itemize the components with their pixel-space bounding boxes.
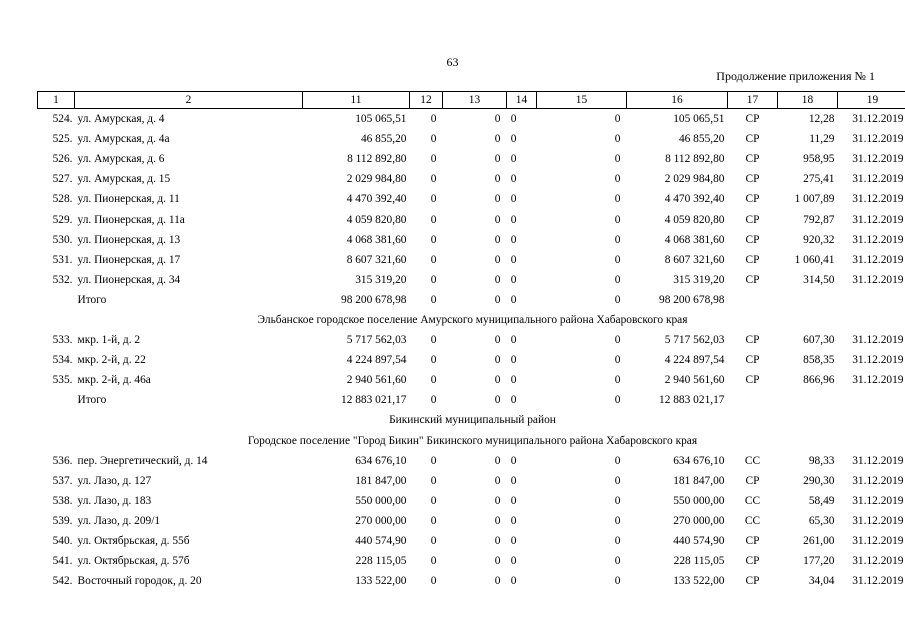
row-number: 540. <box>52 535 73 548</box>
address-cell: ул. Пионерская, д. 34 <box>77 273 181 286</box>
row-number: 534. <box>52 354 73 367</box>
address-cell: ул. Лазо, д. 209/1 <box>77 514 161 527</box>
column-header: 15 <box>537 92 627 109</box>
method-cell: СР <box>745 113 760 126</box>
value-cell: 0 <box>510 354 517 367</box>
page-number: 63 <box>446 55 459 69</box>
column-header: 16 <box>627 92 728 109</box>
row-number: 530. <box>52 233 73 246</box>
value-cell: 0 <box>430 334 437 347</box>
value-cell: 0 <box>614 555 621 568</box>
section-row <box>38 310 905 330</box>
value-cell: 0 <box>494 394 501 407</box>
cost-cell: 550 000,00 <box>673 494 725 507</box>
method-cell: СР <box>745 535 760 548</box>
table-row <box>38 471 905 491</box>
table-row <box>38 551 905 571</box>
row-number: 542. <box>52 575 73 588</box>
cost-cell: 8 607 321,60 <box>346 253 407 266</box>
cost-cell: 133 522,00 <box>673 575 725 588</box>
value-cell: 0 <box>614 575 621 588</box>
value-cell: 0 <box>510 374 517 387</box>
date-cell: 31.12.2019 <box>852 474 904 487</box>
value-cell: 0 <box>614 494 621 507</box>
cost-cell: 105 065,51 <box>673 113 725 126</box>
address-cell: ул. Лазо, д. 127 <box>77 474 152 487</box>
date-cell: 31.12.2019 <box>852 334 904 347</box>
section-row <box>38 410 905 430</box>
table-row <box>38 270 905 290</box>
address-cell: ул. Амурская, д. 15 <box>77 173 171 186</box>
table-row <box>38 350 905 370</box>
cost-cell: 4 059 820,80 <box>664 213 725 226</box>
value-cell: 0 <box>494 113 501 126</box>
value-cell: 0 <box>494 575 501 588</box>
method-cell: СР <box>745 374 760 387</box>
specific-cost-cell <box>778 390 838 410</box>
register-table <box>37 91 905 591</box>
value-cell: 0 <box>494 173 501 186</box>
value-cell: 0 <box>510 454 517 467</box>
cost-cell: 228 115,05 <box>355 555 407 568</box>
row-number: 526. <box>52 153 73 166</box>
specific-cost-cell: 792,87 <box>803 213 835 226</box>
cost-cell: 4 068 381,60 <box>664 233 725 246</box>
method-cell: СР <box>745 354 760 367</box>
cost-cell: 550 000,00 <box>355 494 407 507</box>
value-cell: 0 <box>430 474 437 487</box>
value-cell: 0 <box>510 233 517 246</box>
table-body <box>38 109 905 592</box>
row-number <box>38 390 75 410</box>
cost-cell: 440 574,90 <box>355 535 407 548</box>
address-cell: ул. Пионерская, д. 13 <box>77 233 181 246</box>
value-cell: 0 <box>614 233 621 246</box>
value-cell: 0 <box>430 253 437 266</box>
specific-cost-cell <box>778 290 838 310</box>
address-cell: ул. Амурская, д. 6 <box>77 153 165 166</box>
cost-cell: 440 574,90 <box>673 535 725 548</box>
table-row <box>38 149 905 169</box>
date-cell: 31.12.2019 <box>852 514 904 527</box>
cost-cell: 2 029 984,80 <box>346 173 407 186</box>
method-cell: СР <box>745 555 760 568</box>
value-cell: 0 <box>494 354 501 367</box>
date-cell: 31.12.2019 <box>852 454 904 467</box>
method-cell <box>728 290 778 310</box>
date-cell <box>838 390 905 410</box>
value-cell: 0 <box>510 394 517 407</box>
method-cell: СР <box>745 233 760 246</box>
value-cell: 0 <box>614 153 621 166</box>
value-cell: 0 <box>614 374 621 387</box>
value-cell: 0 <box>494 454 501 467</box>
address-cell: ул. Пионерская, д. 11 <box>77 193 180 206</box>
date-cell: 31.12.2019 <box>852 233 904 246</box>
address-cell: мкр. 2-й, д. 46а <box>77 374 151 387</box>
value-cell: 0 <box>494 213 501 226</box>
cost-cell: 634 676,10 <box>355 454 407 467</box>
table-row <box>38 491 905 511</box>
specific-cost-cell: 314,50 <box>803 273 835 286</box>
row-number: 533. <box>52 334 73 347</box>
cost-cell: 12 883 021,17 <box>659 394 725 407</box>
column-header: 11 <box>303 92 410 109</box>
value-cell: 0 <box>614 193 621 206</box>
row-number: 532. <box>52 273 73 286</box>
date-cell: 31.12.2019 <box>852 535 904 548</box>
row-number <box>38 290 75 310</box>
value-cell: 0 <box>494 273 501 286</box>
value-cell: 0 <box>510 535 517 548</box>
value-cell: 0 <box>510 193 517 206</box>
value-cell: 0 <box>614 474 621 487</box>
cost-cell: 133 522,00 <box>355 575 407 588</box>
value-cell: 0 <box>494 293 501 306</box>
value-cell: 0 <box>430 273 437 286</box>
value-cell: 0 <box>494 133 501 146</box>
cost-cell: 46 855,20 <box>678 133 725 146</box>
value-cell: 0 <box>494 233 501 246</box>
address-cell: мкр. 1-й, д. 2 <box>77 334 141 347</box>
specific-cost-cell: 11,29 <box>809 133 835 146</box>
address-cell: Итого <box>77 394 107 407</box>
value-cell: 0 <box>494 514 501 527</box>
value-cell: 0 <box>614 273 621 286</box>
row-number: 531. <box>52 253 73 266</box>
cost-cell: 228 115,05 <box>673 555 725 568</box>
column-header: 17 <box>728 92 778 109</box>
value-cell: 0 <box>494 374 501 387</box>
specific-cost-cell: 12,28 <box>808 113 835 126</box>
specific-cost-cell: 290,30 <box>803 474 835 487</box>
section-title: Городское поселение "Город Бикин" Бикинского муниципального района Хабаровского края <box>247 434 698 447</box>
total-row <box>38 290 905 310</box>
column-header: 14 <box>507 92 537 109</box>
value-cell: 0 <box>510 575 517 588</box>
cost-cell: 2 029 984,80 <box>664 173 725 186</box>
value-cell: 0 <box>510 133 517 146</box>
table-row <box>38 370 905 390</box>
cost-cell: 270 000,00 <box>673 514 725 527</box>
method-cell: СР <box>745 193 760 206</box>
cost-cell: 4 224 897,54 <box>346 354 407 367</box>
value-cell: 0 <box>614 253 621 266</box>
row-number: 527. <box>52 173 73 186</box>
row-number: 539. <box>52 514 73 527</box>
cost-cell: 4 059 820,80 <box>346 213 407 226</box>
continuation-label: Продолжение приложения № 1 <box>716 69 875 83</box>
method-cell: СС <box>744 514 761 527</box>
value-cell: 0 <box>510 334 517 347</box>
column-header: 12 <box>410 92 443 109</box>
method-cell: СР <box>745 213 760 226</box>
section-title: Бикинский муниципальный район <box>389 414 556 427</box>
specific-cost-cell: 261,00 <box>803 535 835 548</box>
address-cell: ул. Амурская, д. 4 <box>77 113 165 126</box>
method-cell <box>728 390 778 410</box>
value-cell: 0 <box>430 494 437 507</box>
cost-cell: 98 200 678,98 <box>659 293 725 306</box>
value-cell: 0 <box>614 354 621 367</box>
address-cell: мкр. 2-й, д. 22 <box>77 354 146 367</box>
value-cell: 0 <box>430 535 437 548</box>
specific-cost-cell: 958,95 <box>803 153 835 166</box>
value-cell: 0 <box>430 193 437 206</box>
specific-cost-cell: 858,35 <box>803 354 835 367</box>
table-row <box>38 129 905 149</box>
cost-cell: 8 112 892,80 <box>665 153 725 166</box>
value-cell: 0 <box>430 354 437 367</box>
value-cell: 0 <box>510 213 517 226</box>
date-cell: 31.12.2019 <box>852 575 904 588</box>
value-cell: 0 <box>510 494 517 507</box>
cost-cell: 12 883 021,17 <box>341 394 407 407</box>
specific-cost-cell: 98,33 <box>808 454 835 467</box>
row-number: 528. <box>52 193 73 206</box>
column-header-row <box>38 92 905 109</box>
value-cell: 0 <box>614 535 621 548</box>
method-cell: СР <box>745 133 760 146</box>
method-cell: СР <box>745 253 760 266</box>
value-cell: 0 <box>614 394 621 407</box>
specific-cost-cell: 58,49 <box>808 494 835 507</box>
row-number: 541. <box>52 555 73 568</box>
value-cell: 0 <box>430 575 437 588</box>
value-cell: 0 <box>510 173 517 186</box>
specific-cost-cell: 1 060,41 <box>794 253 835 266</box>
address-cell: ул. Пионерская, д. 11а <box>77 213 185 226</box>
specific-cost-cell: 1 007,89 <box>794 193 835 206</box>
value-cell: 0 <box>430 293 437 306</box>
row-number: 524. <box>52 113 73 126</box>
column-header: 13 <box>443 92 507 109</box>
method-cell: СР <box>745 273 760 286</box>
specific-cost-cell: 866,96 <box>803 374 835 387</box>
address-cell: ул. Октябрьская, д. 55б <box>77 535 190 548</box>
table-row <box>38 189 905 209</box>
table-row <box>38 531 905 551</box>
value-cell: 0 <box>494 193 501 206</box>
date-cell: 31.12.2019 <box>852 555 904 568</box>
address-cell: ул. Октябрьская, д. 57б <box>77 555 190 568</box>
section-title: Эльбанское городское поселение Амурского муниципального района Хабаровского края <box>257 313 688 326</box>
date-cell: 31.12.2019 <box>852 253 904 266</box>
specific-cost-cell: 275,41 <box>803 173 835 186</box>
column-header: 19 <box>838 92 905 109</box>
value-cell: 0 <box>614 514 621 527</box>
address-cell: Восточный городок, д. 20 <box>77 575 202 588</box>
cost-cell: 4 470 392,40 <box>346 193 407 206</box>
section-row <box>38 431 905 451</box>
method-cell: СР <box>745 575 760 588</box>
table-row <box>38 230 905 250</box>
column-header: 2 <box>75 92 303 109</box>
value-cell: 0 <box>494 535 501 548</box>
value-cell: 0 <box>494 555 501 568</box>
specific-cost-cell: 65,30 <box>808 514 835 527</box>
value-cell: 0 <box>430 394 437 407</box>
cost-cell: 105 065,51 <box>355 113 407 126</box>
cost-cell: 8 112 892,80 <box>347 153 407 166</box>
address-cell: пер. Энергетический, д. 14 <box>77 454 208 467</box>
value-cell: 0 <box>614 213 621 226</box>
value-cell: 0 <box>510 253 517 266</box>
value-cell: 0 <box>430 133 437 146</box>
value-cell: 0 <box>510 113 517 126</box>
value-cell: 0 <box>614 293 621 306</box>
cost-cell: 181 847,00 <box>673 474 725 487</box>
value-cell: 0 <box>430 213 437 226</box>
column-header: 18 <box>778 92 838 109</box>
value-cell: 0 <box>430 113 437 126</box>
value-cell: 0 <box>510 273 517 286</box>
cost-cell: 2 940 561,60 <box>346 374 407 387</box>
cost-cell: 46 855,20 <box>360 133 407 146</box>
value-cell: 0 <box>614 133 621 146</box>
cost-cell: 4 470 392,40 <box>664 193 725 206</box>
value-cell: 0 <box>494 253 501 266</box>
cost-cell: 5 717 562,03 <box>664 334 725 347</box>
date-cell: 31.12.2019 <box>852 173 904 186</box>
cost-cell: 5 717 562,03 <box>346 334 407 347</box>
row-number: 525. <box>52 133 73 146</box>
table-row <box>38 169 905 189</box>
date-cell: 31.12.2019 <box>852 153 904 166</box>
date-cell: 31.12.2019 <box>852 213 904 226</box>
date-cell: 31.12.2019 <box>852 273 904 286</box>
value-cell: 0 <box>494 334 501 347</box>
row-number: 529. <box>52 213 73 226</box>
value-cell: 0 <box>430 233 437 246</box>
date-cell: 31.12.2019 <box>852 354 904 367</box>
method-cell: СС <box>744 454 761 467</box>
value-cell: 0 <box>430 173 437 186</box>
cost-cell: 315 319,20 <box>673 273 725 286</box>
specific-cost-cell: 920,32 <box>803 233 835 246</box>
value-cell: 0 <box>430 374 437 387</box>
table-row <box>38 330 905 350</box>
cost-cell: 8 607 321,60 <box>664 253 725 266</box>
date-cell: 31.12.2019 <box>852 133 904 146</box>
date-cell: 31.12.2019 <box>852 113 904 126</box>
method-cell: СР <box>745 153 760 166</box>
specific-cost-cell: 607,30 <box>803 334 835 347</box>
value-cell: 0 <box>510 514 517 527</box>
cost-cell: 98 200 678,98 <box>341 293 407 306</box>
row-number: 535. <box>52 374 73 387</box>
value-cell: 0 <box>510 555 517 568</box>
value-cell: 0 <box>510 153 517 166</box>
cost-cell: 4 224 897,54 <box>664 354 725 367</box>
column-header: 1 <box>38 92 75 109</box>
method-cell: СР <box>745 173 760 186</box>
specific-cost-cell: 177,20 <box>803 555 835 568</box>
address-cell: ул. Пионерская, д. 17 <box>77 253 181 266</box>
value-cell: 0 <box>430 454 437 467</box>
cost-cell: 181 847,00 <box>355 474 407 487</box>
cost-cell: 315 319,20 <box>355 273 407 286</box>
address-cell: ул. Амурская, д. 4а <box>77 133 170 146</box>
cost-cell: 634 676,10 <box>673 454 725 467</box>
total-row <box>38 390 905 410</box>
row-number: 537. <box>52 474 73 487</box>
value-cell: 0 <box>614 173 621 186</box>
row-number: 536. <box>52 454 73 467</box>
cost-cell: 2 940 561,60 <box>664 374 725 387</box>
address-cell: ул. Лазо, д. 183 <box>77 494 152 507</box>
table-row <box>38 571 905 591</box>
table-row <box>38 250 905 270</box>
table-row <box>38 209 905 229</box>
value-cell: 0 <box>614 113 621 126</box>
specific-cost-cell: 34,04 <box>808 575 835 588</box>
value-cell: 0 <box>510 474 517 487</box>
method-cell: СС <box>744 494 761 507</box>
table-row <box>38 511 905 531</box>
cost-cell: 4 068 381,60 <box>346 233 407 246</box>
value-cell: 0 <box>430 555 437 568</box>
address-cell: Итого <box>77 293 107 306</box>
date-cell <box>838 290 905 310</box>
date-cell: 31.12.2019 <box>852 193 904 206</box>
method-cell: СР <box>745 334 760 347</box>
value-cell: 0 <box>494 153 501 166</box>
method-cell: СР <box>745 474 760 487</box>
value-cell: 0 <box>494 494 501 507</box>
table-row <box>38 451 905 471</box>
cost-cell: 270 000,00 <box>355 514 407 527</box>
date-cell: 31.12.2019 <box>852 494 904 507</box>
date-cell: 31.12.2019 <box>852 374 904 387</box>
row-number: 538. <box>52 494 73 507</box>
value-cell: 0 <box>614 334 621 347</box>
value-cell: 0 <box>430 153 437 166</box>
value-cell: 0 <box>510 293 517 306</box>
value-cell: 0 <box>430 514 437 527</box>
value-cell: 0 <box>614 454 621 467</box>
table-row <box>38 109 905 130</box>
value-cell: 0 <box>494 474 501 487</box>
